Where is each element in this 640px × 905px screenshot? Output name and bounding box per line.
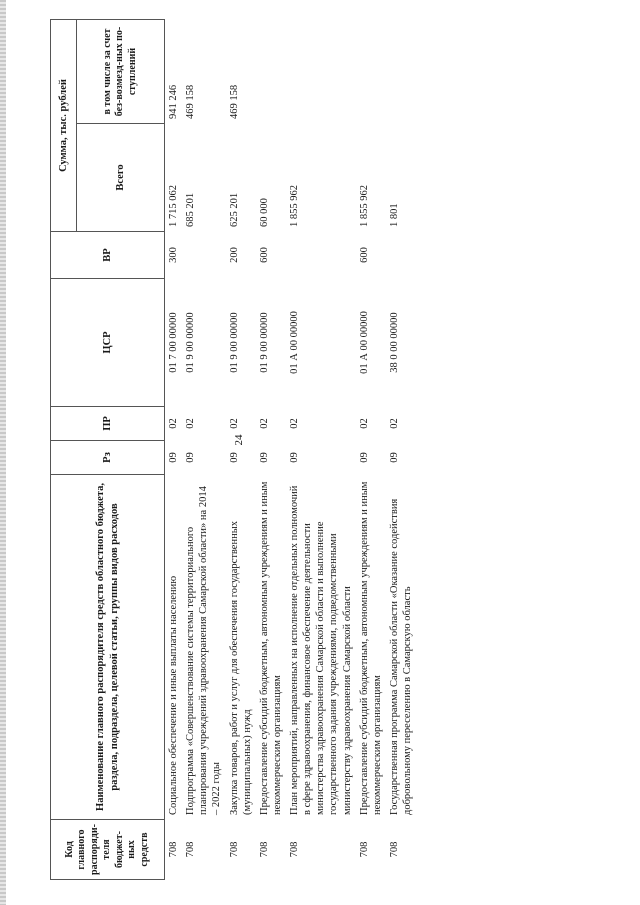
table-row <box>182 20 225 880</box>
cell-vr <box>286 232 356 279</box>
cell-rz: 09 <box>388 452 400 463</box>
cell-csr: 01 9 00 00000 <box>258 312 270 373</box>
cell-total: 1 855 962 <box>289 185 300 227</box>
cell-name: Социальное обеспечение и иные выплаты населению <box>168 575 179 815</box>
cell-csr: 01 А 00 00000 <box>289 311 300 374</box>
cell-vr <box>182 232 225 279</box>
cell-vr: 200 <box>228 247 240 263</box>
cell-pr: 02 <box>228 418 240 429</box>
header-vr: ВР <box>51 232 165 279</box>
budget-table <box>50 19 416 880</box>
cell-free: 941 246 <box>168 84 179 119</box>
cell-code: 708 <box>168 841 179 858</box>
page-number: 24 <box>233 434 245 446</box>
cell-free <box>386 20 416 124</box>
header-rz: Рз <box>51 441 165 475</box>
cell-code: 708 <box>388 841 400 858</box>
cell-rz: 09 <box>258 452 270 463</box>
table-row <box>165 20 183 880</box>
cell-total: 625 201 <box>228 192 240 227</box>
cell-free <box>286 20 356 124</box>
table-row <box>356 20 386 880</box>
header-total: Всего <box>77 124 165 232</box>
cell-free: 469 158 <box>185 84 197 119</box>
cell-pr: 02 <box>289 418 300 429</box>
cell-name: Предоставление субсидий бюджетным, автономным учреждениям и иным некоммерческим организациям <box>258 481 283 815</box>
table-row <box>386 20 416 880</box>
cell-name: Подпрограмма «Совершенствование системы территориального планирования учреждений здравоохранения Самарской области» на 2014 – 2022 годы <box>185 486 223 815</box>
cell-code: 708 <box>228 841 240 858</box>
cell-total: 1 801 <box>388 203 400 227</box>
cell-csr: 01 9 00 00000 <box>228 312 240 373</box>
table-row <box>286 20 356 880</box>
header-free-receipts: в том числе за счет без-возмезд-ных по-ступлений <box>77 20 165 124</box>
header-pr: ПР <box>51 407 165 441</box>
cell-pr: 02 <box>185 418 197 429</box>
cell-vr <box>386 232 416 279</box>
header-csr: ЦСР <box>51 279 165 407</box>
cell-rz: 09 <box>185 452 197 463</box>
header-amount-group: Сумма, тыс. рублей <box>51 20 77 232</box>
cell-pr: 02 <box>388 418 400 429</box>
table-header <box>51 20 165 880</box>
header-name: Наименование главного распорядителя средств областного бюджета, раздела, подраздела, целевой статьи, группы видов расходов <box>51 475 165 820</box>
cell-code: 708 <box>185 841 197 858</box>
header-code: Код главного распоряди-теля бюджет-ных средств <box>51 820 165 880</box>
cell-free <box>356 20 386 124</box>
rotated-page-content <box>50 20 620 880</box>
cell-total: 685 201 <box>185 192 197 227</box>
cell-free: 469 158 <box>228 84 240 119</box>
cell-code: 708 <box>358 841 370 858</box>
cell-pr: 02 <box>258 418 270 429</box>
table-row <box>256 20 286 880</box>
cell-rz: 09 <box>168 452 179 463</box>
table-body <box>165 20 417 880</box>
cell-csr: 38 0 00 00000 <box>388 312 400 373</box>
cell-total: 1 855 962 <box>358 185 370 227</box>
cell-csr: 01 9 00 00000 <box>185 312 197 373</box>
cell-pr: 02 <box>358 418 370 429</box>
cell-name: План мероприятий, направленных на исполнение отдельных полномочий в сфере здравоохранения, финансовое обеспечение деятельности министерства здравоохранения Самарской области и выполнение государственного задания учреждениями, подведомственными министерству здравоохранения Самарской области <box>289 485 353 815</box>
cell-name: Государственная программа Самарской области «Оказание содействия добровольному переселению в Самарскую область <box>388 498 413 815</box>
cell-vr: 600 <box>358 247 370 263</box>
table-row <box>226 20 256 880</box>
cell-csr: 01 А 00 00000 <box>358 311 370 374</box>
cell-rz: 09 <box>358 452 370 463</box>
cell-code: 708 <box>289 841 300 858</box>
cell-free <box>256 20 286 124</box>
cell-vr: 600 <box>258 247 270 263</box>
cell-rz: 09 <box>228 452 240 463</box>
cell-name: Предоставление субсидий бюджетным, автономным учреждениям и иным некоммерческим организациям <box>358 481 383 815</box>
scan-edge <box>0 0 6 905</box>
cell-code: 708 <box>258 841 270 858</box>
cell-rz: 09 <box>289 452 300 463</box>
cell-pr: 02 <box>168 418 179 429</box>
cell-vr: 300 <box>168 247 179 263</box>
cell-total: 60 000 <box>258 198 270 227</box>
cell-total: 1 715 062 <box>168 185 179 227</box>
cell-name: Закупка товаров, работ и услуг для обеспечения государственных (муниципальных) нужд <box>228 520 253 815</box>
cell-csr: 01 7 00 00000 <box>168 312 179 373</box>
